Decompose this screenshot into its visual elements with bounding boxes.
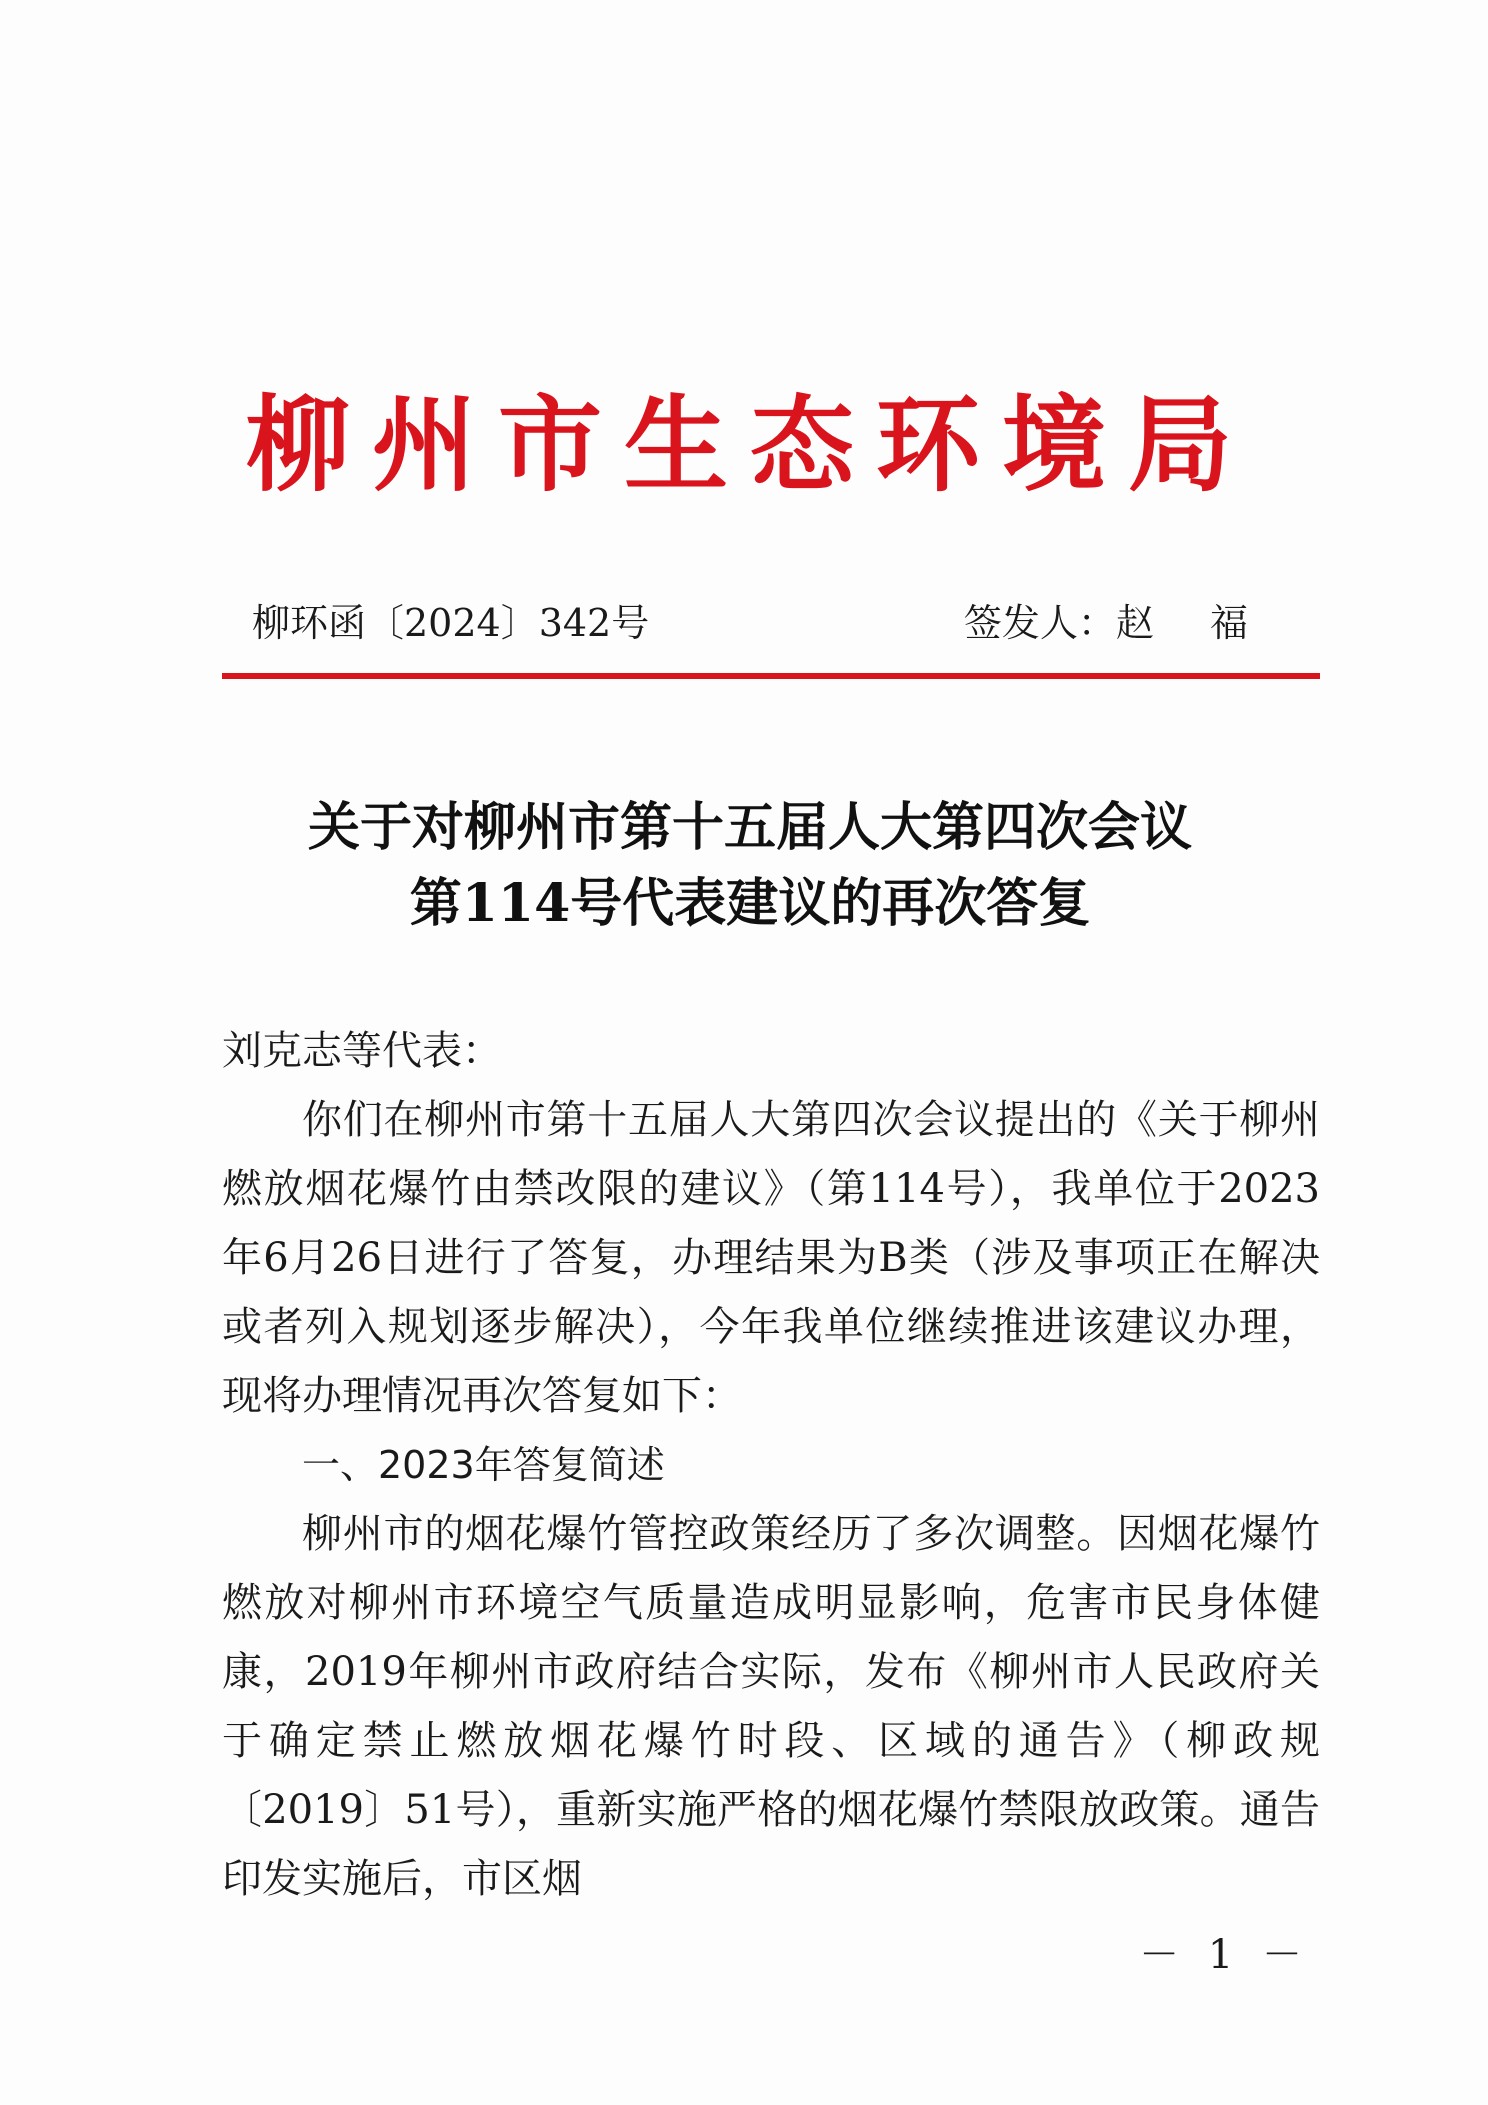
signer-name: 赵 福 [1115, 601, 1270, 645]
paragraph-2: 柳州市的烟花爆竹管控政策经历了多次调整。因烟花爆竹燃放对柳州市环境空气质量造成明显影响，危害市民身体健康，2019年柳州市政府结合实际，发布《柳州市人民政府关于确定禁止燃放烟花爆竹时段、区域的通告》（柳政规〔2019〕51号），重新实施严格的烟花爆竹禁限放政策。通告印发实施后，市区烟 [222, 1511, 1320, 1902]
document-title [200, 790, 1300, 942]
red-divider-line [222, 673, 1320, 679]
signer-label: 签发人： [963, 601, 1116, 645]
paragraph-1: 你们在柳州市第十五届人大第四次会议提出的《关于柳州燃放烟花爆竹由禁改限的建议》（第114号），我单位于2023年6月26日进行了答复，办理结果为B类（涉及事项正在解决或者列入规划逐步解决），今年我单位继续推进该建议办理，现将办理情况再次答复如下： [222, 1097, 1320, 1419]
title-line-1: 关于对柳州市第十五届人大第四次会议 [307, 797, 1192, 858]
section-heading-1: 一、2023年答复简述 [302, 1443, 665, 1487]
page-number: － 1 － [1139, 1932, 1310, 1978]
document-number: 柳环函〔2024〕342号 [252, 601, 650, 645]
document-body [222, 1017, 1320, 1914]
title-line-2: 第114号代表建议的再次答复 [409, 873, 1091, 934]
salutation: 刘克志等代表： [222, 1028, 502, 1074]
issuer-title: 柳州市生态环境局 [245, 383, 1254, 506]
signer [964, 598, 1270, 648]
